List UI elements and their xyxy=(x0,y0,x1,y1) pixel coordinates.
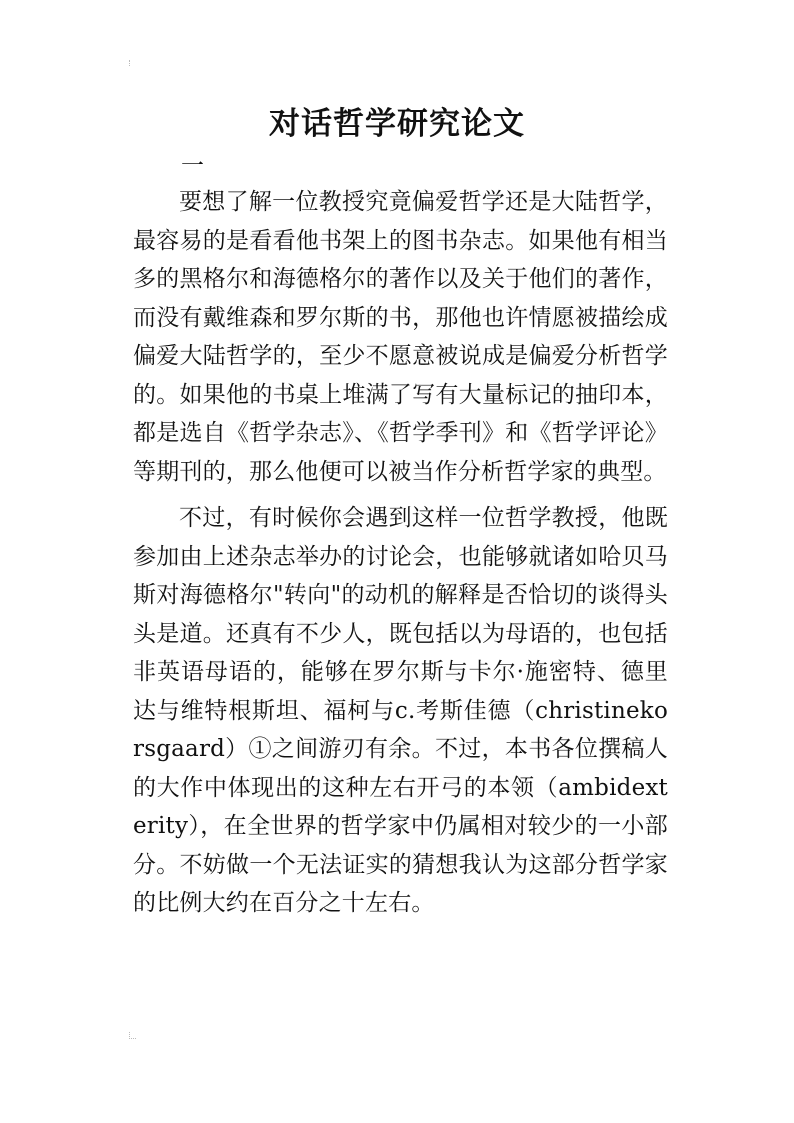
section-number: 一 xyxy=(181,153,204,179)
document-title: 对话哲学研究论文 xyxy=(269,106,525,142)
document-body xyxy=(133,183,668,931)
top-left-crop-mark xyxy=(129,60,136,66)
paragraph-2: 不过，有时候你会遇到这样一位哲学教授，他既参加由上述杂志举办的讨论会，也能够就诸如哈贝马斯对海德格尔"转向"的动机的解释是否恰切的谈得头头是道。还真有不少人，既包括以为母语的，也包括非英语母语的，能够在罗尔斯与卡尔·施密特、德里达与维特根斯坦、福柯与c.考斯佳德（christinekorsgaard）①之间游刃有余。不过，本书各位撰稿人的大作中体现出的这种左右开弓的本领（ambidexterity），在全世界的哲学家中仍属相对较少的一小部分。不妨做一个无法证实的猜想我认为这部分哲学家的比例大约在百分之十左右。 xyxy=(133,505,668,916)
paragraph-1: 要想了解一位教授究竟偏爱哲学还是大陆哲学，最容易的是看看他书架上的图书杂志。如果他有相当多的黑格尔和海德格尔的著作以及关于他们的著作，而没有戴维森和罗尔斯的书，那他也许情愿被描绘成偏爱大陆哲学的，至少不愿意被说成是偏爱分析哲学的。如果他的书桌上堆满了写有大量标记的抽印本，都是选自《哲学杂志》、《哲学季刊》和《哲学评论》等期刊的，那么他便可以被当作分析哲学家的典型。 xyxy=(133,189,668,485)
bottom-left-crop-mark xyxy=(129,1032,136,1039)
